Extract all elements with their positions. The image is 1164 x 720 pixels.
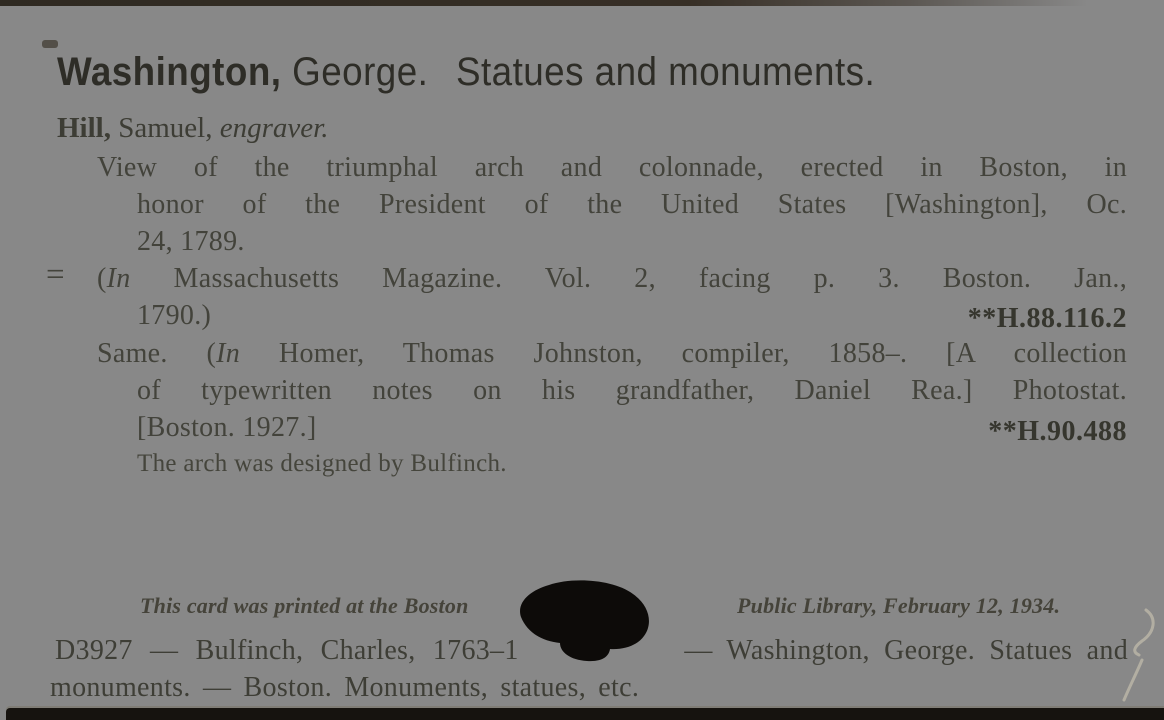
author-given: Samuel, bbox=[110, 112, 220, 144]
entry2-line3: [Boston. 1927.] bbox=[137, 412, 317, 443]
analytic-equals-sign: = bbox=[46, 257, 65, 293]
tracing-line2: monuments. — Boston. Monuments, statues, etc. bbox=[50, 672, 640, 703]
entry1-line4-open: ( bbox=[97, 263, 107, 294]
heading-name-rest: George. bbox=[281, 50, 429, 94]
entry2-line1 bbox=[97, 337, 1127, 371]
entry2-note: The arch was designed by Bulfinch. bbox=[137, 450, 507, 477]
pencil-annotation bbox=[1124, 610, 1153, 700]
entry2-line1-open: Same. ( bbox=[97, 338, 217, 369]
imprint-left: This card was printed at the Boston bbox=[140, 593, 469, 618]
heading-subject: Statues and monuments. bbox=[455, 50, 876, 94]
author-surname: Hill, bbox=[57, 112, 111, 144]
entry1-line3: 24, 1789. bbox=[137, 226, 245, 257]
entry1-line5: 1790.) bbox=[137, 300, 212, 331]
entry1-line2: honor of the President of the United States [Washington], Oc. bbox=[137, 189, 1127, 220]
redaction-mark bbox=[520, 580, 649, 661]
author-line bbox=[57, 112, 328, 145]
tracing-line1-right: — Washington, George. Statues and bbox=[684, 635, 1128, 666]
heading-name-bold: Washington, bbox=[57, 50, 282, 94]
entry2-line1-rest: Homer, Thomas Johnston, compiler, 1858–. [A collection bbox=[240, 338, 1128, 369]
scan-bottom-edge bbox=[6, 708, 1164, 720]
author-role: engraver. bbox=[219, 112, 329, 144]
entry2-line2: of typewritten notes on his grandfather, Daniel Rea.] Photostat. bbox=[137, 375, 1127, 406]
entry1-call-number: **H.88.116.2 bbox=[967, 303, 1127, 334]
entry1-line4-rest: Massachusetts Magazine. Vol. 2, facing p. 3. Boston. Jan., bbox=[130, 263, 1127, 294]
scan-top-edge bbox=[0, 0, 1110, 6]
imprint-right: Public Library, February 12, 1934. bbox=[737, 593, 1061, 618]
subject-heading-stamp bbox=[57, 50, 875, 95]
tracing-line1-left: D3927 — Bulfinch, Charles, 1763–1 bbox=[55, 635, 519, 666]
entry2-call-number: **H.90.488 bbox=[988, 416, 1127, 447]
entry1-line4 bbox=[97, 262, 1127, 296]
entry1-line4-in: In bbox=[106, 263, 131, 294]
entry2-line1-in: In bbox=[216, 338, 241, 369]
ink-speck bbox=[42, 40, 58, 48]
entry1-line1: View of the triumphal arch and colonnade, erected in Boston, in bbox=[97, 152, 1127, 183]
